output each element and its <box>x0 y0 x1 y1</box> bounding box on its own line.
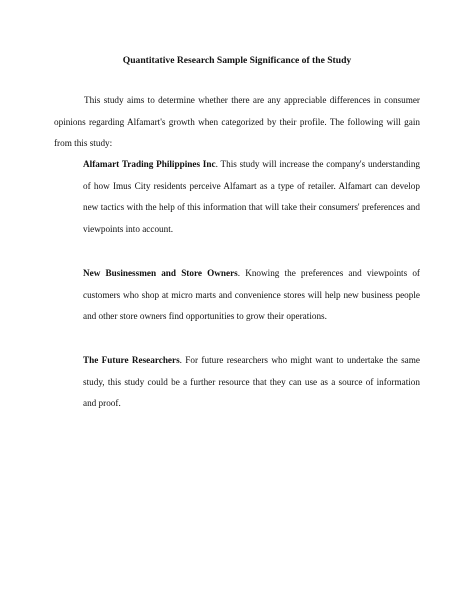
beneficiary-lead: New Businessmen and Store Owners <box>83 268 238 278</box>
intro-paragraph: This study aims to determine whether there are any appreciable differences in consumer opinions regarding Alfamart's growth when categorized by their profile. The following will gain from this study: <box>54 95 420 148</box>
beneficiary-item-new-businessmen <box>83 263 420 328</box>
beneficiary-body: . For future researchers who might want to undertake the same study, this study could be a further resource that they can use as a source of information and proof. <box>83 355 420 408</box>
beneficiary-lead: Alfamart Trading Philippines Inc <box>83 159 216 169</box>
page-title: Quantitative Research Sample Significance of the Study <box>122 55 352 66</box>
beneficiary-item-future-researchers <box>83 350 420 415</box>
beneficiary-lead: The Future Researchers <box>83 355 180 365</box>
beneficiary-body: . This study will increase the company's understanding of how Imus City residents perceive Alfamart as a type of retailer. Alfamart can develop new tactics with the help of this information that will take their consumers' preferences and viewpoints into account. <box>83 159 421 234</box>
beneficiary-body: . Knowing the preferences and viewpoints of customers who shop at micro marts and convenience stores will help new business people and other store owners find opportunities to grow their operations. <box>83 268 420 321</box>
beneficiary-item-alfamart <box>83 154 420 240</box>
